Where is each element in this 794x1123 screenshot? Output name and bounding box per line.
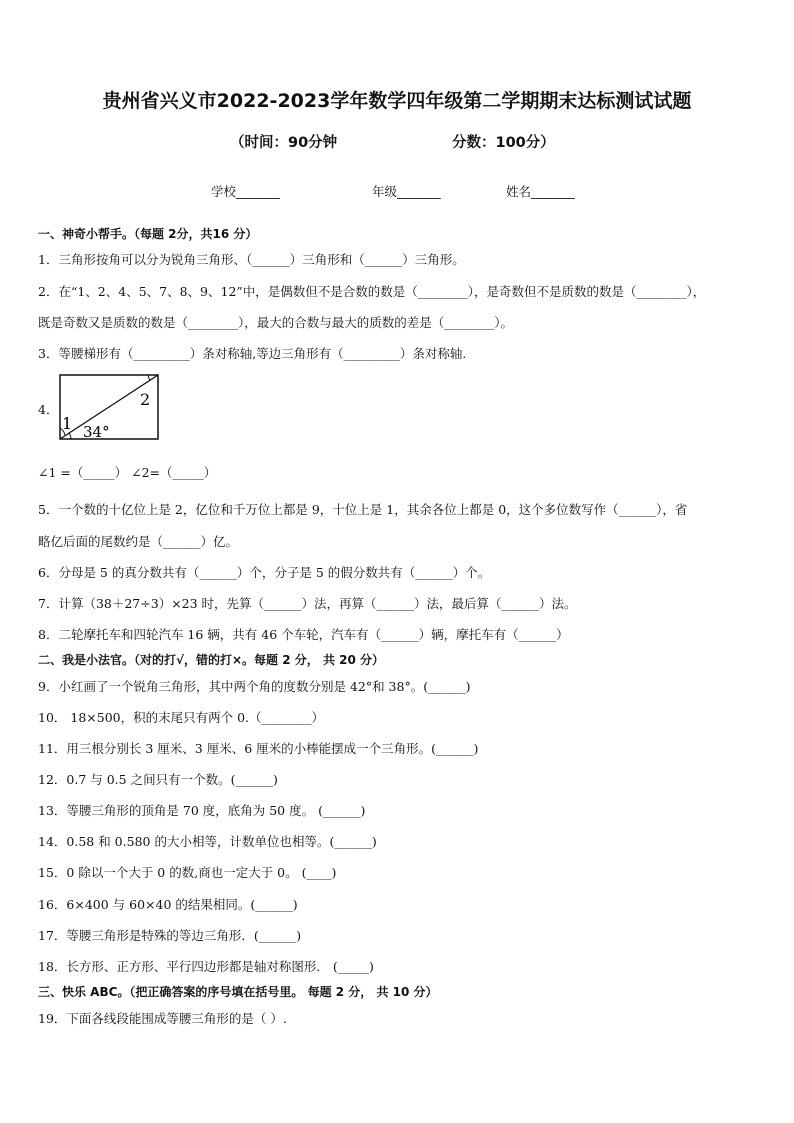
question-13: 13．等腰三角形的顶角是 70 度，底角为 50 度。 (______) — [38, 803, 366, 818]
grade-field: 年级_______ — [372, 184, 441, 199]
exam-score: 分数：100分） — [452, 135, 555, 151]
angle-34-label: 34° — [83, 423, 110, 440]
question-2-line-2: 既是奇数又是质数的数是（________），最大的合数与最大的质数的差是（________）。 — [38, 315, 514, 330]
question-17: 17．等腰三角形是特殊的等边三角形．(______) — [38, 928, 302, 943]
question-4-answer: ∠1 =（_____） ∠2=（_____） — [38, 465, 217, 480]
section-3-heading: 三、快乐 ABC。（把正确答案的序号填在括号里。 每题 2 分， 共 10 分） — [38, 985, 438, 999]
question-10: 10． 18×500，积的末尾只有两个 0.（________） — [38, 710, 325, 725]
question-8: 8．二轮摩托车和四轮汽车 16 辆，共有 46 个车轮，汽车有（______）辆，摩托车有（______） — [38, 627, 569, 642]
question-1: 1．三角形按角可以分为锐角三角形、（______）三角形和（______）三角形。 — [38, 252, 465, 267]
question-14: 14．0.58 和 0.580 的大小相等，计数单位也相等。(______) — [38, 834, 377, 849]
name-field: 姓名_______ — [506, 184, 575, 199]
question-16: 16．6×400 与 60×40 的结果相同。(______) — [38, 897, 298, 912]
section-2-heading: 二、我是小法官。（对的打√，错的打×。每题 2 分， 共 20 分） — [38, 653, 384, 667]
question-2-line-1: 2．在“1、2、4、5、7、8、9、12”中，是偶数但不是合数的数是（________），是奇数但不是质数的数是（________）， — [38, 284, 706, 299]
exam-time: （时间：90分钟 — [230, 135, 338, 151]
question-12: 12．0.7 与 0.5 之间只有一个数。(______) — [38, 772, 278, 787]
section-1-heading: 一、神奇小帮手。（每题 2分，共16 分） — [38, 227, 258, 241]
question-4-number: 4． — [38, 402, 59, 417]
question-18: 18．长方形、正方形、平行四边形都是轴对称图形． (_____) — [38, 959, 374, 974]
question-15: 15．0 除以一个大于 0 的数,商也一定大于 0。 (____) — [38, 865, 337, 880]
question-7: 7．计算（38＋27÷3）×23 时，先算（______）法，再算（______）法，最后算（______）法。 — [38, 596, 577, 611]
question-11: 11．用三根分别长 3 厘米、3 厘米、6 厘米的小棒能摆成一个三角形。(______) — [38, 741, 479, 756]
angle-1-label: 1 — [62, 414, 73, 433]
question-19: 19．下面各线段能围成等腰三角形的是（ ）. — [38, 1011, 287, 1026]
question-5-line-1: 5．一个数的十亿位上是 2，亿位和千万位上都是 9，十位上是 1，其余各位上都是 0，这个多位数写作（______），省 — [38, 502, 688, 517]
page-title: 贵州省兴义市2022-2023学年数学四年级第二学期期末达标测试试题 — [102, 90, 692, 112]
question-9: 9．小红画了一个锐角三角形，其中两个角的度数分别是 42°和 38°。(______) — [38, 679, 471, 694]
question-3: 3．等腰梯形有（_________）条对称轴,等边三角形有（_________）条对称轴. — [38, 346, 467, 361]
angle-2-label: 2 — [140, 390, 151, 409]
school-field: 学校_______ — [211, 184, 280, 199]
question-6: 6．分母是 5 的真分数共有（______）个，分子是 5 的假分数共有（______）个。 — [38, 565, 491, 580]
rectangle-diagonal-figure — [59, 374, 159, 440]
question-5-line-2: 略亿后面的尾数约是（______）亿。 — [38, 534, 239, 549]
